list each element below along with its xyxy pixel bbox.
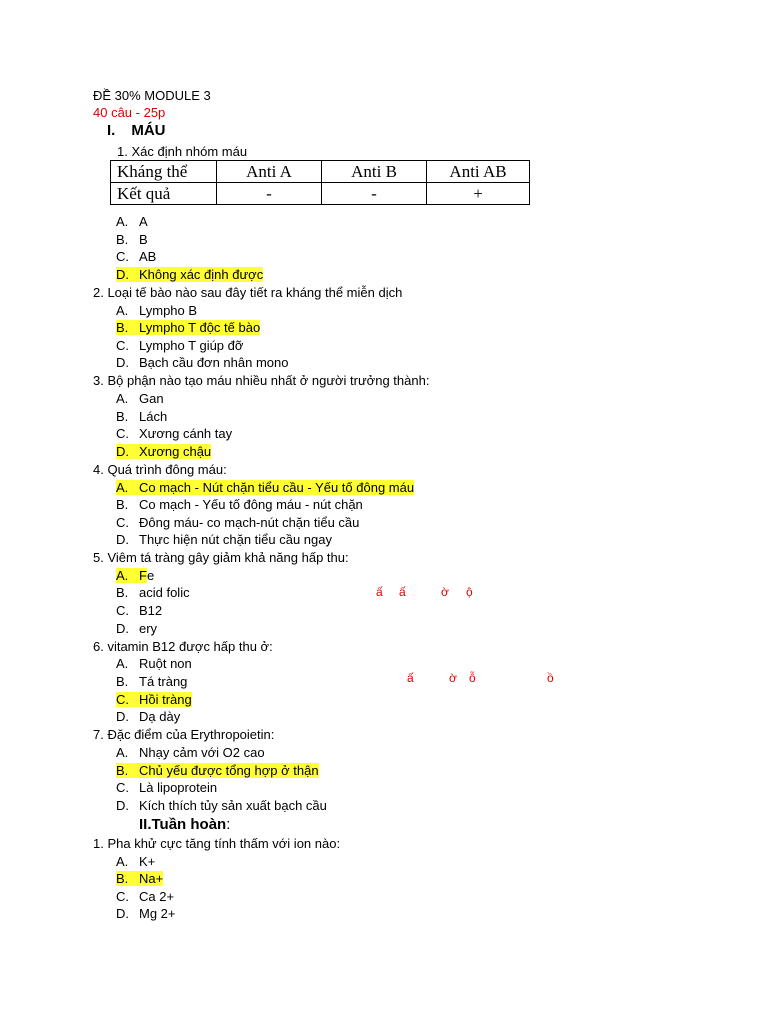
option-d: D. Mg 2+ bbox=[116, 906, 176, 921]
option-c-answer: C. Hồi tràng bbox=[116, 692, 192, 707]
option-d-answer: D. Không xác định được bbox=[116, 267, 264, 282]
option-d: D. Kích thích tủy sản xuất bạch cầu bbox=[116, 798, 327, 813]
option-d-answer: D. Xương chậu bbox=[116, 444, 212, 459]
option-a: A. K+ bbox=[116, 854, 156, 869]
stray-diacritic: ờ bbox=[449, 671, 457, 685]
table-row bbox=[111, 183, 530, 205]
stray-diacritic: ồ bbox=[547, 671, 554, 685]
stray-diacritic: ấ bbox=[407, 671, 414, 685]
section-heading-circulation: II.Tuần hoàn: bbox=[139, 816, 231, 833]
table-cell: - bbox=[217, 183, 322, 205]
question-5: 5. Viêm tá tràng gây giảm khả năng hấp thu: bbox=[93, 550, 349, 565]
option-a: A. A bbox=[116, 214, 148, 229]
option-a-answer: A. Co mạch - Nút chặn tiểu cầu - Yếu tố đông máu bbox=[116, 480, 415, 495]
option-b-answer: B. Na+ bbox=[116, 871, 164, 886]
option-c: C. Là lipoprotein bbox=[116, 780, 218, 795]
question-2: 2. Loại tế bào nào sau đây tiết ra kháng thể miễn dịch bbox=[93, 285, 403, 300]
stray-diacritic: ờ bbox=[441, 585, 449, 599]
question-6: 6. vitamin B12 được hấp thu ở: bbox=[93, 639, 273, 654]
question-7: 7. Đặc điểm của Erythropoietin: bbox=[93, 727, 275, 742]
table-header-cell: Kháng thể bbox=[111, 161, 217, 183]
question-8: 1. Pha khử cực tăng tính thấm với ion nào: bbox=[93, 836, 341, 851]
document-title: ĐỀ 30% MODULE 3 bbox=[93, 88, 211, 103]
stray-diacritic: ỗ bbox=[469, 671, 476, 685]
option-a: A. Lympho B bbox=[116, 303, 198, 318]
question-4: 4. Quá trình đông máu: bbox=[93, 462, 227, 477]
option-a: A. Gan bbox=[116, 391, 164, 406]
option-c: C. B12 bbox=[116, 603, 163, 618]
stray-diacritic: ấ bbox=[399, 585, 406, 599]
section-label: MÁU bbox=[131, 122, 166, 139]
option-a: A. Nhạy cảm với O2 cao bbox=[116, 745, 265, 760]
table-cell: - bbox=[322, 183, 427, 205]
table-header-cell: Anti A bbox=[217, 161, 322, 183]
table-cell: + bbox=[427, 183, 530, 205]
table-row bbox=[111, 161, 530, 183]
option-d: D. Dạ dày bbox=[116, 709, 181, 724]
stray-diacritic: ấ bbox=[376, 585, 383, 599]
stray-diacritic: ộ bbox=[466, 585, 473, 599]
option-b: B. Lách bbox=[116, 409, 168, 424]
option-b: B. acid folic bbox=[116, 585, 190, 600]
option-d: D. ery bbox=[116, 621, 158, 636]
option-d: D. Bạch cầu đơn nhân mono bbox=[116, 355, 289, 370]
question-1: 1. Xác định nhóm máu bbox=[117, 144, 248, 159]
question-3: 3. Bộ phận nào tạo máu nhiều nhất ở người trưởng thành: bbox=[93, 373, 430, 388]
section-label: II.Tuần hoàn bbox=[139, 816, 227, 833]
document-subtitle: 40 câu - 25p bbox=[93, 105, 166, 120]
option-a: A. Ruột non bbox=[116, 656, 192, 671]
option-a-answer: A. Fe bbox=[116, 568, 155, 583]
option-d: D. Thực hiện nút chặn tiểu cầu ngay bbox=[116, 532, 332, 547]
option-b: B. Co mạch - Yếu tố đông máu - nút chặn bbox=[116, 497, 363, 512]
section-number: I. bbox=[107, 122, 116, 139]
section-heading-blood bbox=[107, 122, 166, 139]
table-header-cell: Anti B bbox=[322, 161, 427, 183]
option-c: C. Lympho T giúp đỡ bbox=[116, 338, 244, 353]
option-b: B. B bbox=[116, 232, 148, 247]
option-c: C. Ca 2+ bbox=[116, 889, 175, 904]
option-b-answer: B. Chủ yếu được tổng hợp ở thận bbox=[116, 763, 319, 778]
table-cell: Kết quả bbox=[111, 183, 217, 205]
option-c: C. Xương cánh tay bbox=[116, 426, 233, 441]
blood-group-table bbox=[110, 160, 530, 205]
option-b-answer: B. Lympho T độc tế bào bbox=[116, 320, 261, 335]
option-c: C. Đông máu- co mạch-nút chặn tiểu cầu bbox=[116, 515, 360, 530]
option-c: C. AB bbox=[116, 249, 157, 264]
option-b: B. Tá tràng bbox=[116, 674, 188, 689]
table-header-cell: Anti AB bbox=[427, 161, 530, 183]
